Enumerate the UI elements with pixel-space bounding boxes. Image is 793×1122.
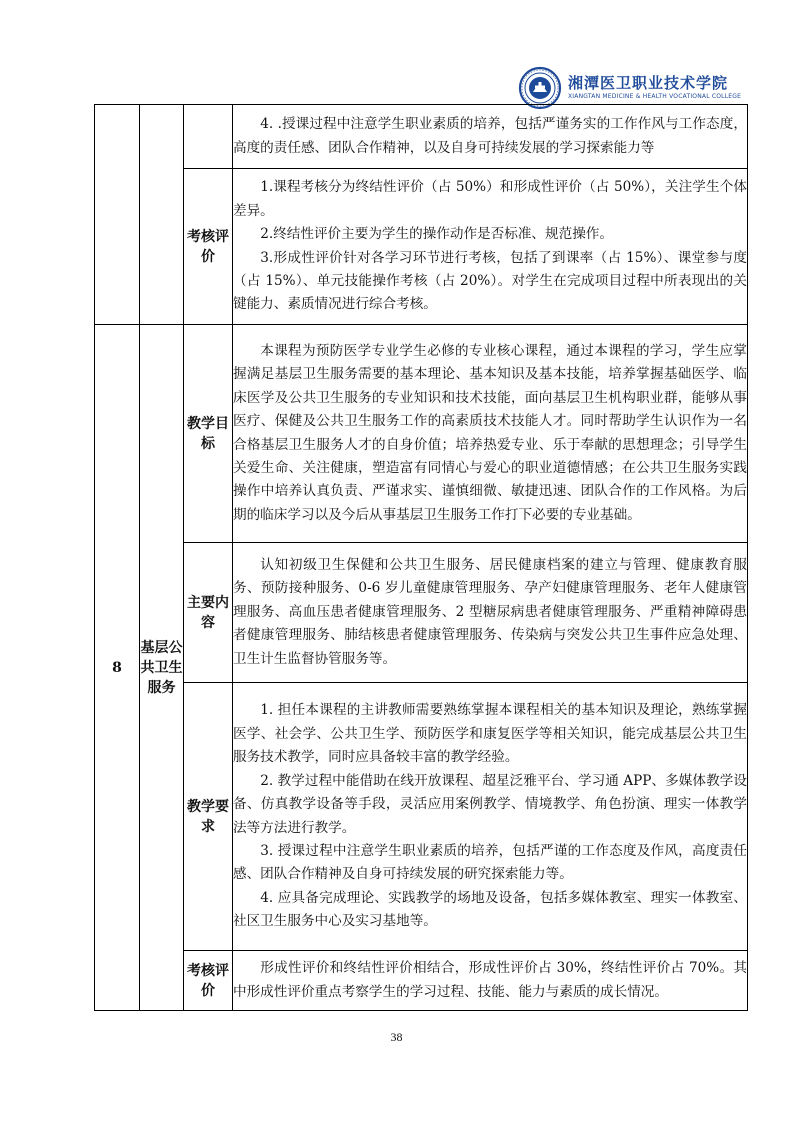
requirement-item: 4. 应具备完成理论、实践教学的场地及设备，包括多媒体教室、理实一体教室、社区卫生服务中心及实习基地等。 <box>233 889 747 930</box>
requirement-item: 1. 担任本课程的主讲教师需要熟练掌握本课程相关的基本知识及理论，熟练掌握医学、社会学、公共卫生学、预防医学和康复医学等相关知识，能完成基层公共卫生服务技术教学，同时应具备较丰富的教学经验。 <box>233 702 747 766</box>
course-content-row <box>95 543 748 683</box>
logo-english-name: XIANGTAN MEDICINE & HEALTH VOCATIONAL COLLEGE <box>568 93 742 100</box>
course-name: 基层公共卫生服务 <box>140 325 184 1011</box>
goal-text: 本课程为预防医学专业学生必修的专业核心课程，通过本课程的学习，学生应掌握满足基层卫生服务需要的基本理论、基本知识及基本技能，培养掌握基础医学、临床医学及公共卫生服务的专业知识和技术技能，面向基层卫生机构职业群，能够从事医疗、保健及公共卫生服务工作的高素质技术技能人才。同时帮助学生认识作为一名合格基层卫生服务人才的自身价值；培养热爱专业、乐于奉献的思想理念；引导学生关爱生命、关注健康，塑造富有同情心与爱心的职业道德情感；在公共卫生服务实践操作中培养认真负责、严谨求实、谨慎细微、敏捷迅速、团队合作的工作风格。为后期的临床学习以及今后从事基层卫生服务工作打下必要的专业基础。 <box>233 325 748 543</box>
assessment-item: 3.形成性评价针对各学习环节进行考核，包括了到课率（占 15%）、课堂参与度（占 15%）、单元技能操作考核（占 20%）。对学生在完成项目过程中所表现出的关键能力、素质情况进行综合考核。 <box>233 249 747 313</box>
course-number: 8 <box>95 325 140 1011</box>
requirement-item: 2. 教学过程中能借助在线开放课程、超星泛雅平台、学习通 APP、多媒体教学设备、仿真教学设备等手段，灵活应用案例教学、情境教学、角色扮演、理实一体教学法等方法进行教学。 <box>233 772 747 836</box>
prev-assessment-row <box>95 169 748 325</box>
requirement-text <box>233 683 748 951</box>
prev-name-cell <box>140 105 184 325</box>
goal-label: 教学目标 <box>184 325 233 543</box>
logo-chinese-name: 湘潭医卫职业技术学院 <box>568 74 729 92</box>
content-label: 主要内容 <box>184 543 233 683</box>
course-requirement-row <box>95 683 748 951</box>
assessment-text: 形成性评价和终结性评价相结合，形成性评价占 30%，终结性评价占 70%。其中形成性评价重点考察学生的学习过程、技能、能力与素质的成长情况。 <box>233 951 748 1011</box>
assessment-item: 2.终结性评价主要为学生的操作动作是否标准、规范操作。 <box>260 226 613 243</box>
requirement-label: 教学要求 <box>184 683 233 951</box>
assessment-label: 考核评价 <box>184 169 233 325</box>
course-assessment-row <box>95 951 748 1011</box>
assessment-label: 考核评价 <box>184 951 233 1011</box>
prev-req-label-cell <box>184 105 233 169</box>
content-text: 认知初级卫生保健和公共卫生服务、居民健康档案的建立与管理、健康教育服务、预防接种服务、0-6 岁儿童健康管理服务、孕产妇健康管理服务、老年人健康管理服务、高血压患者健康管理服务、2 型糖尿病患者健康管理服务、严重精神障碍患者健康管理服务、肺结核患者健康管理服务、传染病与突发公共卫生事件应急处理、卫生计生监督协管服务等。 <box>233 543 748 683</box>
page-number: 38 <box>390 1030 403 1044</box>
course-goal-row <box>95 325 748 543</box>
prev-assessment-text <box>233 169 748 325</box>
prev-number-cell <box>95 105 140 325</box>
requirement-item: 4. .授课过程中注意学生职业素质的培养，包括严谨务实的工作作风与工作态度，高度的责任感、团队合作精神，以及自身可持续发展的学习探索能力等 <box>233 116 747 156</box>
prev-requirement-text <box>233 105 748 169</box>
course-table <box>94 104 748 1011</box>
requirement-item: 3. 授课过程中注意学生职业素质的培养，包括严谨的工作态度及作风，高度责任感、团队合作精神及自身可持续发展的研究探索能力等。 <box>233 842 747 883</box>
prev-requirement-row <box>95 105 748 169</box>
assessment-item: 1.课程考核分为终结性评价（占 50%）和形成性评价（占 50%），关注学生个体差异。 <box>233 179 747 219</box>
